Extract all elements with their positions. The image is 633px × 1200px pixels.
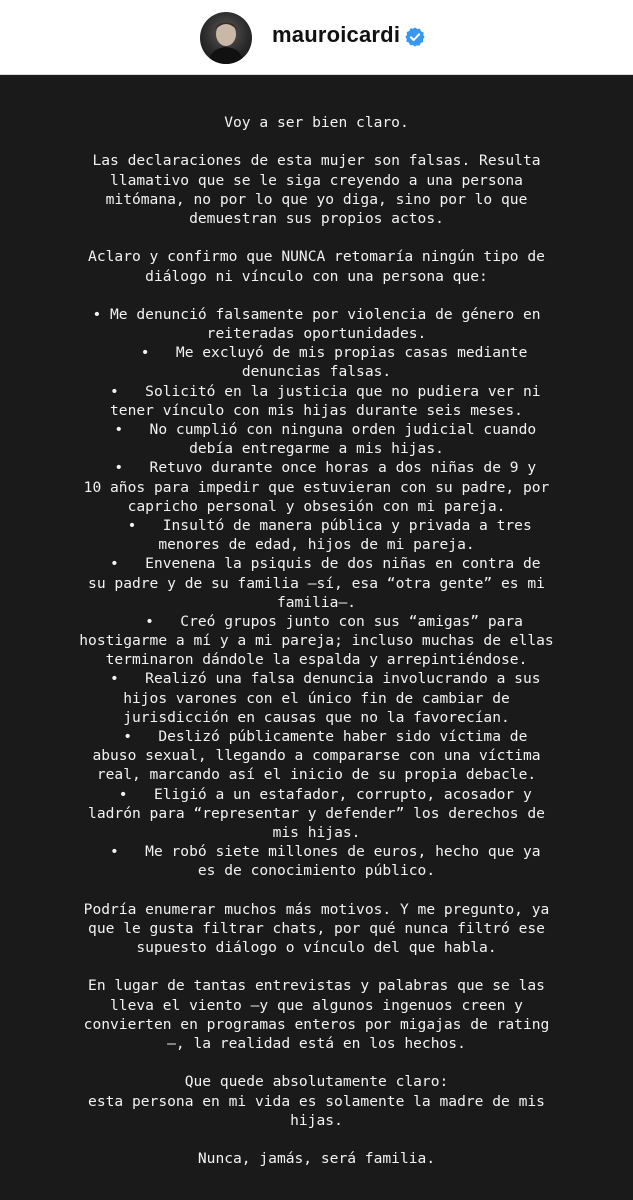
statement-line: diálogo ni vínculo con una persona que: (145, 267, 488, 285)
statement-line: abuso sexual, llegando a compararse con una víctima (92, 747, 541, 765)
statement-line: • Retuvo durante once horas a dos niñas de 9 y (96, 459, 537, 477)
statement-line: menores de edad, hijos de mi pareja. (158, 536, 475, 554)
statement-line: su padre y de su familia —sí, esa “otra gente” es mi (88, 574, 545, 592)
statement-line: debía entregarme a mis hijas. (189, 440, 444, 458)
statement-line: tener vínculo con mis hijas durante seis meses. (110, 401, 523, 419)
statement-line: demuestran sus propios actos. (189, 209, 444, 227)
statement-line: • Me robó siete millones de euros, hecho que ya (92, 843, 541, 861)
statement-line: llamativo que se le siga creyendo a una persona (110, 171, 523, 189)
statement-line: real, marcando así el inicio de su propia debacle. (96, 766, 537, 784)
statement-line: En lugar de tantas entrevistas y palabras que se las (88, 977, 545, 995)
statement-line: mis hijas. (272, 823, 361, 841)
post-image (0, 76, 633, 1200)
statement-line (0, 1130, 633, 1149)
username[interactable]: mauroicardi (272, 22, 401, 47)
statement-line: Que quede absolutamente claro: (184, 1073, 449, 1091)
statement-line: familia—. (276, 593, 357, 611)
statement-line: Las declaraciones de esta mujer son falsas. Resulta (92, 152, 541, 170)
statement-line (0, 286, 633, 305)
statement-line: que le gusta filtrar chats, por qué nunca filtró ese (88, 919, 545, 937)
statement-line: supuesto diálogo o vínculo del que habla. (136, 939, 497, 957)
statement-line: hijas. (290, 1111, 343, 1129)
statement-line: denuncias falsas. (241, 363, 392, 381)
statement-line: reiteradas oportunidades. (206, 325, 427, 343)
statement-line: terminaron dándole la espalda y arrepintiéndose. (105, 651, 528, 669)
statement-line: • Realizó una falsa denuncia involucrando a sus (92, 670, 541, 688)
statement-line: ladrón para “representar y defender” los derechos de (88, 804, 545, 822)
statement-line (0, 881, 633, 900)
statement-line: Podría enumerar muchos más motivos. Y me pregunto, ya (83, 900, 550, 918)
avatar[interactable] (200, 12, 252, 64)
statement-line: • Deslizó públicamente haber sido víctima de (105, 728, 528, 745)
statement-line: hijos varones con el único fin de cambiar de (123, 689, 510, 707)
statement-line: • No cumplió con ninguna orden judicial cuando (96, 421, 537, 438)
statement-line: lleva el viento —y que algunos ingenuos creen y (110, 996, 523, 1014)
statement-line: 10 años para impedir que estuvieran con su padre, por (83, 478, 550, 496)
statement-line: Aclaro y confirmo que NUNCA retomaría ningún tipo de (88, 248, 545, 266)
statement-line: es de conocimiento público. (197, 862, 436, 880)
statement-line: —, la realidad está en los hechos. (167, 1035, 466, 1052)
verified-badge-icon (404, 26, 426, 48)
statement-line (0, 132, 633, 151)
statement-line: • Eligió a un estafador, corrupto, acosador y (101, 785, 532, 803)
post-header (0, 0, 633, 75)
statement-text (0, 113, 633, 1168)
statement-line: jurisdicción en causas que no la favorecían. (123, 708, 510, 726)
statement-line: Nunca, jamás, será familia. (197, 1150, 436, 1168)
statement-line: • Envenena la psiquis de dos niñas en contra de (92, 555, 541, 573)
statement-line: esta persona en mi vida es solamente la madre de mis (88, 1092, 545, 1110)
statement-line: capricho personal y obsesión con mi pareja. (127, 497, 506, 515)
statement-line: • Solicitó en la justicia que no pudiera ver ni (92, 382, 541, 400)
statement-line: • Creó grupos junto con sus “amigas” para (110, 612, 523, 630)
statement-line (0, 1053, 633, 1072)
statement-line: • Me denunció falsamente por violencia de género en (92, 305, 541, 323)
statement-line: mitómana, no por lo que yo diga, sino por lo que (105, 190, 528, 208)
statement-line: convierten en programas enteros por migajas de rating (83, 1015, 550, 1033)
statement-line (0, 957, 633, 976)
statement-line: • Me excluyó de mis propias casas mediante (105, 344, 528, 362)
statement-line: • Insultó de manera pública y privada a tres (101, 516, 532, 534)
statement-line: Voy a ser bien claro. (224, 114, 409, 131)
statement-line: hostigarme a mí y a mi pareja; incluso muchas de ellas (79, 632, 554, 650)
statement-line (0, 228, 633, 247)
